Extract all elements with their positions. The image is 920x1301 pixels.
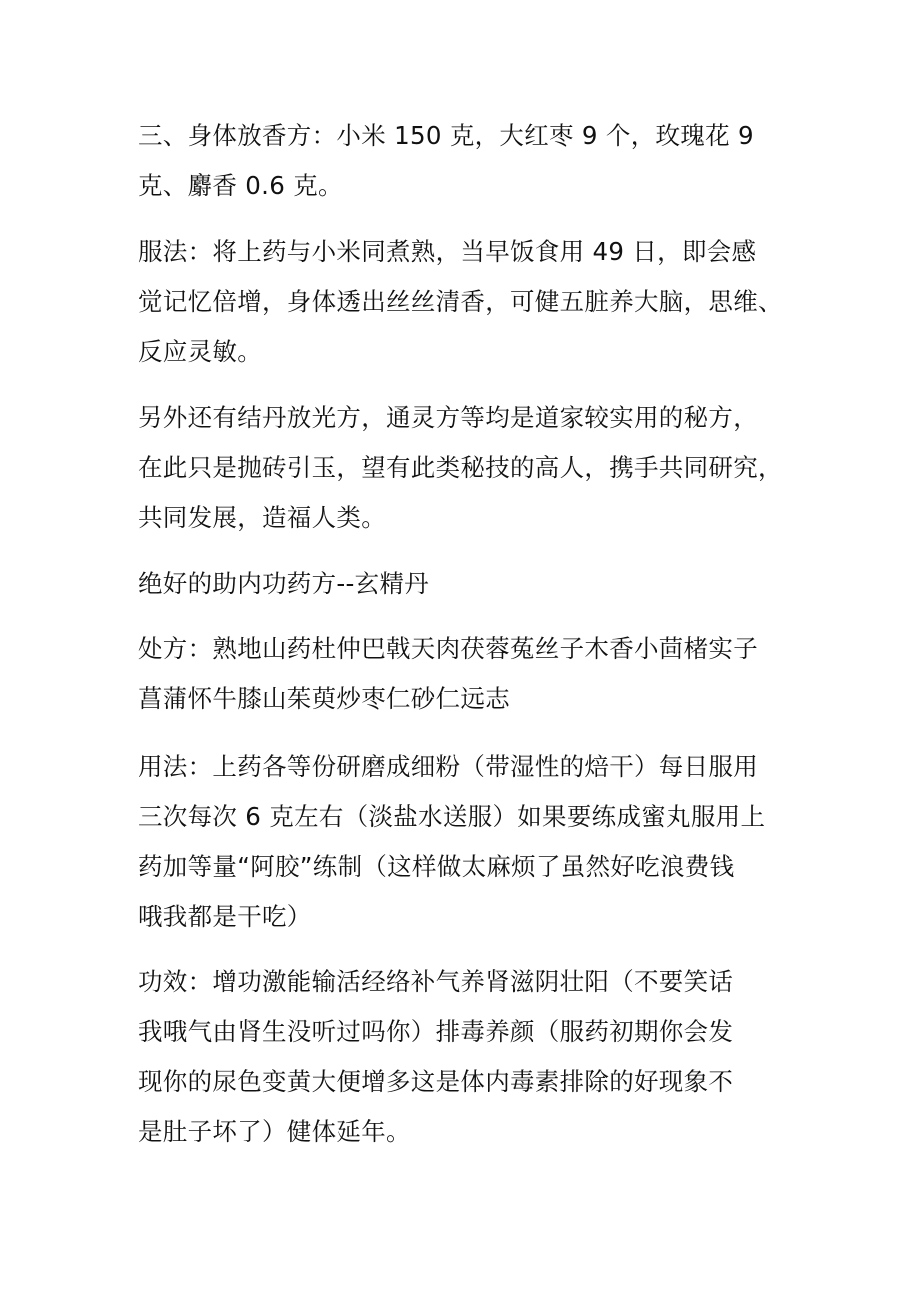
text-line: 我哦气由肾生没听过吗你）排毒养颜（服药初期你会发: [138, 1017, 734, 1046]
text-line: 反应灵敏。: [138, 337, 262, 366]
text-line: 在此只是抛砖引玉，望有此类秘技的高人，携手共同研究，: [138, 453, 783, 482]
paragraph-other-recipes: [138, 393, 798, 543]
section-title: [138, 559, 798, 609]
text-line: 三次每次 6 克左右（淡盐水送服）如果要练成蜜丸服用上: [138, 802, 766, 831]
text-line: 服法：将上药与小米同煮熟，当早饭食用 49 日，即会感: [138, 237, 757, 266]
text-line: 功效：增功激能输活经络补气养肾滋阴壮阳（不要笑话: [138, 967, 734, 996]
text-line: 三、身体放香方：小米 150 克，大红枣 9 个，玫瑰花 9: [138, 121, 754, 150]
text-line: 现你的尿色变黄大便增多这是体内毒素排除的好现象不: [138, 1067, 734, 1096]
text-line: 觉记忆倍增，身体透出丝丝清香，可健五脏养大脑，思维、: [138, 287, 783, 316]
text-line: 克、麝香 0.6 克。: [138, 171, 343, 200]
paragraph-usage: [138, 742, 798, 942]
text-line: 药加等量“阿胶”练制（这样做太麻烦了虽然好吃浪费钱: [138, 852, 735, 881]
text-line: 菖蒲怀牛膝山茱萸炒枣仁砂仁远志: [138, 684, 510, 713]
text-line: 处方：熟地山药杜仲巴戟天肉茯蓉菟丝子木香小茴楮实子: [138, 634, 758, 663]
text-line: 是肚子坏了）健体延年。: [138, 1117, 411, 1146]
paragraph-fragrance-recipe: [138, 111, 798, 211]
section-title-text: 绝好的助内功药方--玄精丹: [138, 569, 430, 598]
text-line: 用法：上药各等份研磨成细粉（带湿性的焙干）每日服用: [138, 752, 758, 781]
paragraph-prescription: [138, 624, 798, 724]
paragraph-fragrance-usage: [138, 227, 798, 377]
text-line: 共同发展，造福人类。: [138, 503, 386, 532]
text-line: 哦我都是干吃）: [138, 902, 312, 931]
paragraph-effects: [138, 957, 798, 1157]
text-line: 另外还有结丹放光方，通灵方等均是道家较实用的秘方，: [138, 403, 758, 432]
